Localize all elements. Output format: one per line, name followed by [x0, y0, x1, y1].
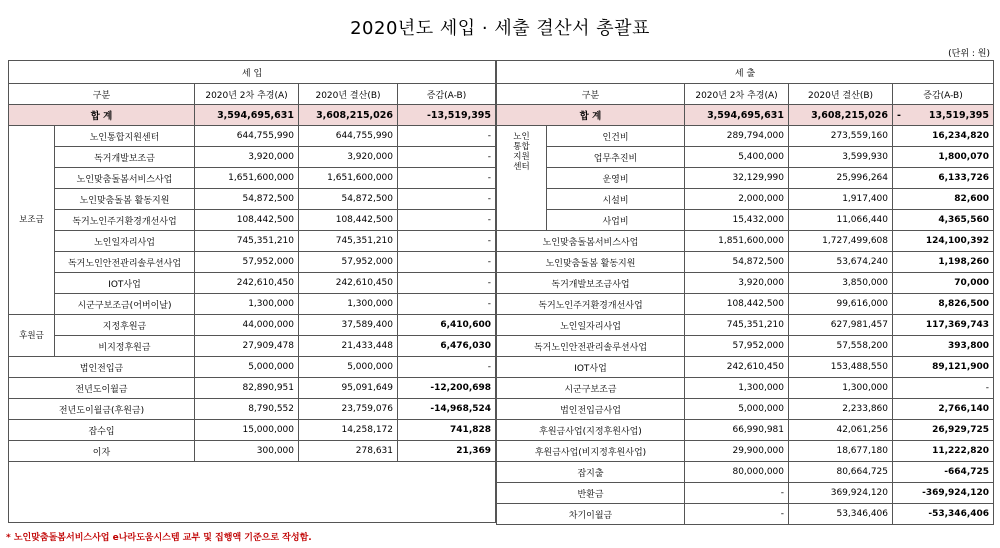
row-budget: 3,920,000 [685, 273, 789, 294]
row-settlement: 53,674,240 [789, 252, 893, 273]
row-label: 노인일자리사업 [55, 231, 195, 252]
table-row [497, 441, 994, 462]
table-row [497, 210, 994, 231]
total-row [9, 105, 496, 126]
row-budget: 1,851,600,000 [685, 231, 789, 252]
table-row [9, 399, 496, 420]
row-diff: 21,369 [398, 441, 496, 462]
row-budget: 108,442,500 [685, 294, 789, 315]
row-budget: 745,351,210 [195, 231, 299, 252]
row-budget: 44,000,000 [195, 315, 299, 336]
row-settlement: 23,759,076 [299, 399, 398, 420]
row-budget: 1,651,600,000 [195, 168, 299, 189]
row-label: 업무추진비 [547, 147, 685, 168]
revenue-table [8, 60, 496, 523]
row-diff: 26,929,725 [893, 420, 994, 441]
row-settlement: 18,677,180 [789, 441, 893, 462]
row-label: 이자 [9, 441, 195, 462]
row-budget: 5,000,000 [685, 399, 789, 420]
table-row [9, 273, 496, 294]
row-settlement: 57,952,000 [299, 252, 398, 273]
row-budget: 745,351,210 [685, 315, 789, 336]
row-settlement: 3,920,000 [299, 147, 398, 168]
row-settlement: 5,000,000 [299, 357, 398, 378]
row-settlement: 11,066,440 [789, 210, 893, 231]
row-diff: 1,198,260 [893, 252, 994, 273]
table-row [9, 336, 496, 357]
row-settlement: 278,631 [299, 441, 398, 462]
total-label: 합 계 [9, 105, 195, 126]
row-budget: 644,755,990 [195, 126, 299, 147]
table-row [497, 294, 994, 315]
row-budget: 82,890,951 [195, 378, 299, 399]
row-diff: 8,826,500 [893, 294, 994, 315]
group-donation: 후원금 [9, 315, 55, 357]
group-subsidy: 보조금 [9, 126, 55, 315]
table-row [9, 147, 496, 168]
row-settlement: 54,872,500 [299, 189, 398, 210]
row-label: 차기이월금 [497, 504, 685, 525]
table-row [497, 315, 994, 336]
col-settlement: 2020년 결산(B) [299, 84, 398, 105]
row-diff: - [398, 252, 496, 273]
row-label: 법인전입금 [9, 357, 195, 378]
row-budget: 1,300,000 [195, 294, 299, 315]
row-budget: 3,920,000 [195, 147, 299, 168]
row-diff: 6,410,600 [398, 315, 496, 336]
row-budget: 108,442,500 [195, 210, 299, 231]
total-settlement: 3,608,215,026 [789, 105, 893, 126]
row-settlement: 53,346,406 [789, 504, 893, 525]
row-label: 잡지출 [497, 462, 685, 483]
row-label: 독거노인주거환경개선사업 [55, 210, 195, 231]
row-settlement: 242,610,450 [299, 273, 398, 294]
row-label: 독거개발보조금사업 [497, 273, 685, 294]
row-diff: -12,200,698 [398, 378, 496, 399]
row-diff: - [398, 147, 496, 168]
total-diff: - 13,519,395 [893, 105, 994, 126]
row-settlement: 57,558,200 [789, 336, 893, 357]
row-label: 운영비 [547, 168, 685, 189]
row-budget: - [685, 504, 789, 525]
row-diff: - [398, 231, 496, 252]
table-row [497, 231, 994, 252]
row-label: 노인맞춤돌봄서비스사업 [497, 231, 685, 252]
row-budget: 242,610,450 [195, 273, 299, 294]
row-settlement: 25,996,264 [789, 168, 893, 189]
row-budget: 2,000,000 [685, 189, 789, 210]
row-settlement: 14,258,172 [299, 420, 398, 441]
row-label: 비지정후원금 [55, 336, 195, 357]
row-label: 인건비 [547, 126, 685, 147]
total-diff-value: 13,519,395 [928, 109, 990, 121]
page-title: 2020년도 세입 · 세출 결산서 총괄표 [350, 18, 650, 39]
group-center: 노인 통합 지원 센터 [497, 126, 547, 231]
row-settlement: 42,061,256 [789, 420, 893, 441]
row-diff: 82,600 [893, 189, 994, 210]
total-label: 합 계 [497, 105, 685, 126]
row-settlement: 37,589,400 [299, 315, 398, 336]
row-diff: - [398, 189, 496, 210]
table-row [9, 357, 496, 378]
row-budget: - [685, 483, 789, 504]
row-diff: 6,476,030 [398, 336, 496, 357]
row-diff: - [398, 168, 496, 189]
row-budget: 54,872,500 [195, 189, 299, 210]
table-row [9, 126, 496, 147]
row-label: 독거노인주거환경개선사업 [497, 294, 685, 315]
row-label: 지정후원금 [55, 315, 195, 336]
revenue-header: 세 입 [9, 61, 496, 84]
total-budget: 3,594,695,631 [195, 105, 299, 126]
row-diff: -664,725 [893, 462, 994, 483]
row-label: 노인맞춤돌봄 활동지원 [55, 189, 195, 210]
table-row [497, 399, 994, 420]
row-diff: 70,000 [893, 273, 994, 294]
table-row [497, 420, 994, 441]
table-row [497, 168, 994, 189]
expenditure-table [496, 60, 994, 525]
row-settlement: 108,442,500 [299, 210, 398, 231]
row-diff: - [893, 378, 994, 399]
footnote: * 노인맞춤돌봄서비스사업 e나라도움시스템 교부 및 집행액 기준으로 작성함. [6, 533, 312, 543]
row-label: IOT사업 [497, 357, 685, 378]
row-budget: 54,872,500 [685, 252, 789, 273]
row-budget: 32,129,990 [685, 168, 789, 189]
row-diff: - [398, 357, 496, 378]
total-diff: -13,519,395 [398, 105, 496, 126]
table-row [9, 168, 496, 189]
row-budget: 27,909,478 [195, 336, 299, 357]
row-diff: - [398, 210, 496, 231]
row-settlement: 1,300,000 [789, 378, 893, 399]
row-diff: 1,800,070 [893, 147, 994, 168]
table-row [9, 378, 496, 399]
col-budget: 2020년 2차 추경(A) [195, 84, 299, 105]
table-row [497, 504, 994, 525]
row-diff: 4,365,560 [893, 210, 994, 231]
table-row [497, 336, 994, 357]
row-diff: - [398, 126, 496, 147]
row-settlement: 1,917,400 [789, 189, 893, 210]
row-label: 노인맞춤돌봄 활동지원 [497, 252, 685, 273]
blank-area [9, 462, 496, 523]
row-label: 잡수입 [9, 420, 195, 441]
expenditure-header: 세 출 [497, 61, 994, 84]
row-label: 법인전입금사업 [497, 399, 685, 420]
row-diff: -14,968,524 [398, 399, 496, 420]
table-row [9, 189, 496, 210]
table-row [9, 441, 496, 462]
row-settlement: 80,664,725 [789, 462, 893, 483]
row-settlement: 1,651,600,000 [299, 168, 398, 189]
row-label: 전년도이월금 [9, 378, 195, 399]
row-budget: 15,000,000 [195, 420, 299, 441]
table-row [9, 294, 496, 315]
table-row [497, 483, 994, 504]
row-diff: 2,766,140 [893, 399, 994, 420]
row-diff: -369,924,120 [893, 483, 994, 504]
row-settlement: 369,924,120 [789, 483, 893, 504]
table-row [9, 252, 496, 273]
row-budget: 5,400,000 [685, 147, 789, 168]
row-diff: 741,828 [398, 420, 496, 441]
total-row [497, 105, 994, 126]
table-row [497, 189, 994, 210]
table-row [9, 315, 496, 336]
row-budget: 57,952,000 [685, 336, 789, 357]
col-category: 구분 [9, 84, 195, 105]
row-budget: 15,432,000 [685, 210, 789, 231]
row-settlement: 627,981,457 [789, 315, 893, 336]
row-label: 시군구보조금(어버이날) [55, 294, 195, 315]
col-budget: 2020년 2차 추경(A) [685, 84, 789, 105]
row-label: 독거개발보조금 [55, 147, 195, 168]
row-diff: 16,234,820 [893, 126, 994, 147]
row-label: 반환금 [497, 483, 685, 504]
table-row [9, 231, 496, 252]
row-settlement: 644,755,990 [299, 126, 398, 147]
row-diff: 117,369,743 [893, 315, 994, 336]
row-label: 사업비 [547, 210, 685, 231]
row-settlement: 21,433,448 [299, 336, 398, 357]
row-diff: 11,222,820 [893, 441, 994, 462]
table-row [497, 126, 994, 147]
row-diff: - [398, 294, 496, 315]
row-label: 노인통합지원센터 [55, 126, 195, 147]
row-budget: 5,000,000 [195, 357, 299, 378]
row-budget: 80,000,000 [685, 462, 789, 483]
row-label: 후원금사업(비지정후원사업) [497, 441, 685, 462]
table-row [497, 378, 994, 399]
row-settlement: 745,351,210 [299, 231, 398, 252]
table-row [497, 462, 994, 483]
table-row [497, 357, 994, 378]
row-diff: 89,121,900 [893, 357, 994, 378]
row-budget: 300,000 [195, 441, 299, 462]
row-diff: 124,100,392 [893, 231, 994, 252]
row-diff: 6,133,726 [893, 168, 994, 189]
row-diff: - [398, 273, 496, 294]
table-row [497, 147, 994, 168]
row-label: 시설비 [547, 189, 685, 210]
row-budget: 1,300,000 [685, 378, 789, 399]
row-label: 노인맞춤돌봄서비스사업 [55, 168, 195, 189]
row-budget: 66,990,981 [685, 420, 789, 441]
row-label: IOT사업 [55, 273, 195, 294]
total-budget: 3,594,695,631 [685, 105, 789, 126]
row-budget: 8,790,552 [195, 399, 299, 420]
row-budget: 57,952,000 [195, 252, 299, 273]
row-settlement: 95,091,649 [299, 378, 398, 399]
row-diff: -53,346,406 [893, 504, 994, 525]
row-budget: 29,900,000 [685, 441, 789, 462]
row-settlement: 273,559,160 [789, 126, 893, 147]
row-diff: 393,800 [893, 336, 994, 357]
col-category: 구분 [497, 84, 685, 105]
col-settlement: 2020년 결산(B) [789, 84, 893, 105]
row-budget: 242,610,450 [685, 357, 789, 378]
row-settlement: 1,300,000 [299, 294, 398, 315]
row-label: 후원금사업(지정후원사업) [497, 420, 685, 441]
row-settlement: 2,233,860 [789, 399, 893, 420]
row-settlement: 3,599,930 [789, 147, 893, 168]
row-settlement: 99,616,000 [789, 294, 893, 315]
table-row [9, 210, 496, 231]
row-settlement: 3,850,000 [789, 273, 893, 294]
table-row [9, 420, 496, 441]
col-diff: 증감(A-B) [398, 84, 496, 105]
table-row [497, 273, 994, 294]
unit-label: (단위 : 원) [948, 49, 990, 59]
row-label: 독거노인안전관리솔루션사업 [55, 252, 195, 273]
table-row [497, 252, 994, 273]
row-label: 전년도이월금(후원금) [9, 399, 195, 420]
col-diff: 증감(A-B) [893, 84, 994, 105]
row-budget: 289,794,000 [685, 126, 789, 147]
total-settlement: 3,608,215,026 [299, 105, 398, 126]
row-label: 독거노인안전관리솔루션사업 [497, 336, 685, 357]
row-settlement: 153,488,550 [789, 357, 893, 378]
row-label: 시군구보조금 [497, 378, 685, 399]
row-settlement: 1,727,499,608 [789, 231, 893, 252]
row-label: 노인일자리사업 [497, 315, 685, 336]
